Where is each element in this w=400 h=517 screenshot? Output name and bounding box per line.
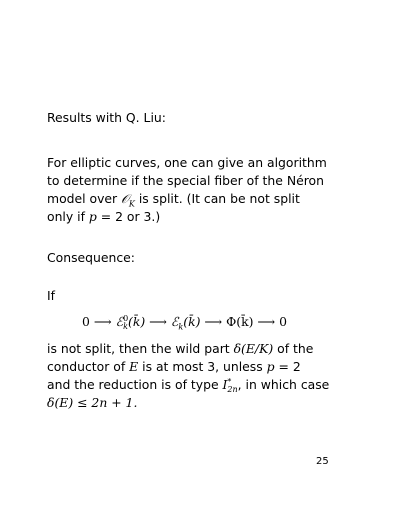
seq-E0-sup: 0	[123, 313, 129, 323]
heading: Results with Q. Liu:	[47, 110, 166, 125]
text: model over	[47, 191, 122, 206]
text: , in which case	[237, 377, 330, 392]
exact-sequence	[82, 314, 287, 330]
seq-zero-right: 0	[279, 314, 288, 329]
seq-Phi: Φ(k̄)	[226, 314, 254, 329]
math-I-sup: *	[227, 376, 232, 386]
math-E: E	[129, 359, 139, 374]
para1-line3	[47, 191, 300, 207]
text: conductor of	[47, 359, 130, 374]
para2-line2	[47, 359, 301, 375]
para2-line3	[47, 377, 329, 393]
seq-arrow: ⟶	[93, 314, 112, 329]
seq-Ek: ℰ	[170, 314, 179, 329]
text: = 2	[274, 359, 301, 374]
seq-Ek-sub: k	[178, 322, 184, 332]
page-number: 25	[316, 456, 329, 467]
seq-E0-arg: (k̄)	[128, 314, 146, 329]
seq-zero-left: 0	[82, 314, 90, 329]
math-O: 𝒪	[121, 191, 129, 206]
math-I-sub: 2n	[227, 385, 238, 395]
text: of the	[273, 341, 314, 356]
para1-line1: For elliptic curves, one can give an algorithm	[47, 155, 327, 170]
text: is at most 3, unless	[138, 359, 267, 374]
seq-E0: ℰ	[115, 314, 124, 329]
math-sub-K: K	[128, 199, 135, 209]
math-p: p	[88, 209, 97, 224]
seq-Ek-arg: (k̄)	[183, 314, 201, 329]
if-label: If	[47, 288, 56, 303]
para2-line4: δ(E) ≤ 2n + 1.	[47, 395, 138, 410]
text: is not split, then the wild part	[47, 341, 234, 356]
text: = 2 or 3.)	[96, 209, 161, 224]
seq-E0-sub: k	[123, 322, 129, 332]
math-delta-EK: δ(E/K)	[233, 341, 274, 356]
para1-line4	[47, 209, 160, 225]
seq-arrow: ⟶	[257, 314, 276, 329]
text: only if	[47, 209, 89, 224]
para1-line2: to determine if the special fiber of the Néron	[47, 173, 324, 188]
seq-arrow: ⟶	[149, 314, 167, 329]
text: and the reduction is of type	[47, 377, 223, 392]
para2-line1	[47, 341, 313, 357]
math-p: p	[266, 359, 275, 374]
consequence-label: Consequence:	[47, 250, 135, 265]
math-I: I	[222, 377, 228, 392]
text: is split. (It can be not split	[134, 191, 300, 206]
seq-arrow: ⟶	[204, 314, 223, 329]
